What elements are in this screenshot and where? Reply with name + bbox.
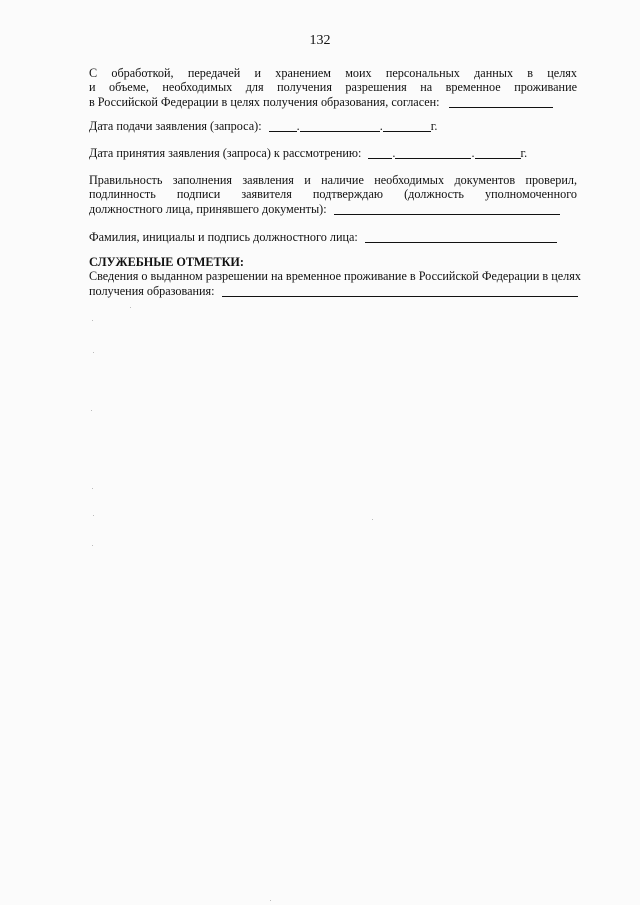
service-marks-line-2 bbox=[89, 284, 577, 298]
scan-speck bbox=[93, 515, 94, 516]
consent-line-3-text: в Российской Федерации в целях получения образования, согласен: bbox=[89, 94, 440, 109]
acceptance-date-separator-1: . bbox=[392, 146, 396, 160]
scan-speck bbox=[92, 545, 93, 546]
submission-month-field[interactable] bbox=[300, 120, 380, 132]
scan-speck bbox=[270, 900, 271, 901]
scan-speck bbox=[91, 410, 92, 411]
acceptance-day-field[interactable] bbox=[368, 147, 392, 159]
submission-date-label: Дата подачи заявления (запроса): bbox=[89, 119, 262, 133]
verification-line-3 bbox=[89, 202, 577, 216]
scan-speck bbox=[130, 307, 131, 308]
official-signature-field[interactable] bbox=[365, 231, 557, 243]
acceptance-date-separator-2: . bbox=[471, 146, 475, 160]
acceptance-date-row bbox=[89, 146, 577, 160]
page-number: 132 bbox=[309, 33, 331, 48]
verification-line-3-text: должностного лица, принявшего документы): bbox=[89, 201, 327, 216]
acceptance-month-field[interactable] bbox=[395, 147, 471, 159]
acceptance-year-field[interactable] bbox=[475, 147, 521, 159]
submission-date-separator-2: . bbox=[379, 119, 383, 133]
submission-day-field[interactable] bbox=[269, 120, 297, 132]
verification-line-2: подлинность подписи заявителя подтверждаю (должность уполномоченного bbox=[89, 187, 577, 202]
consent-signature-field[interactable] bbox=[449, 96, 553, 108]
service-marks-line-1: Сведения о выданном разрешении на временное проживание в Российской Федерации в целях bbox=[89, 269, 581, 284]
submission-year-field[interactable] bbox=[383, 120, 431, 132]
acceptance-date-label: Дата принятия заявления (запроса) к рассмотрению: bbox=[89, 146, 362, 160]
service-marks-heading: СЛУЖЕБНЫЕ ОТМЕТКИ: bbox=[89, 255, 244, 269]
verification-paragraph bbox=[89, 173, 577, 216]
service-marks-line-2-text: получения образования: bbox=[89, 283, 215, 298]
service-marks-section bbox=[89, 255, 581, 298]
consent-line-2: и объеме, необходимых для получения разрешения на временное проживание bbox=[89, 80, 577, 95]
official-signature-row bbox=[89, 230, 577, 244]
submission-date-row bbox=[89, 119, 577, 133]
scan-speck bbox=[93, 352, 94, 353]
official-position-field[interactable] bbox=[334, 203, 560, 215]
consent-line-1: С обработкой, передачей и хранением моих персональных данных в целях bbox=[89, 66, 577, 80]
submission-date-separator-1: . bbox=[296, 119, 300, 133]
scan-speck bbox=[372, 519, 373, 520]
official-signature-label: Фамилия, инициалы и подпись должностного лица: bbox=[89, 230, 358, 244]
issued-permit-info-field[interactable] bbox=[222, 285, 578, 297]
scan-speck bbox=[92, 320, 93, 321]
acceptance-year-suffix: г. bbox=[520, 146, 528, 160]
submission-year-suffix: г. bbox=[430, 119, 438, 133]
consent-line-3 bbox=[89, 95, 577, 109]
consent-paragraph bbox=[89, 66, 577, 109]
verification-line-1: Правильность заполнения заявления и наличие необходимых документов проверил, bbox=[89, 173, 577, 187]
scan-speck bbox=[92, 488, 93, 489]
